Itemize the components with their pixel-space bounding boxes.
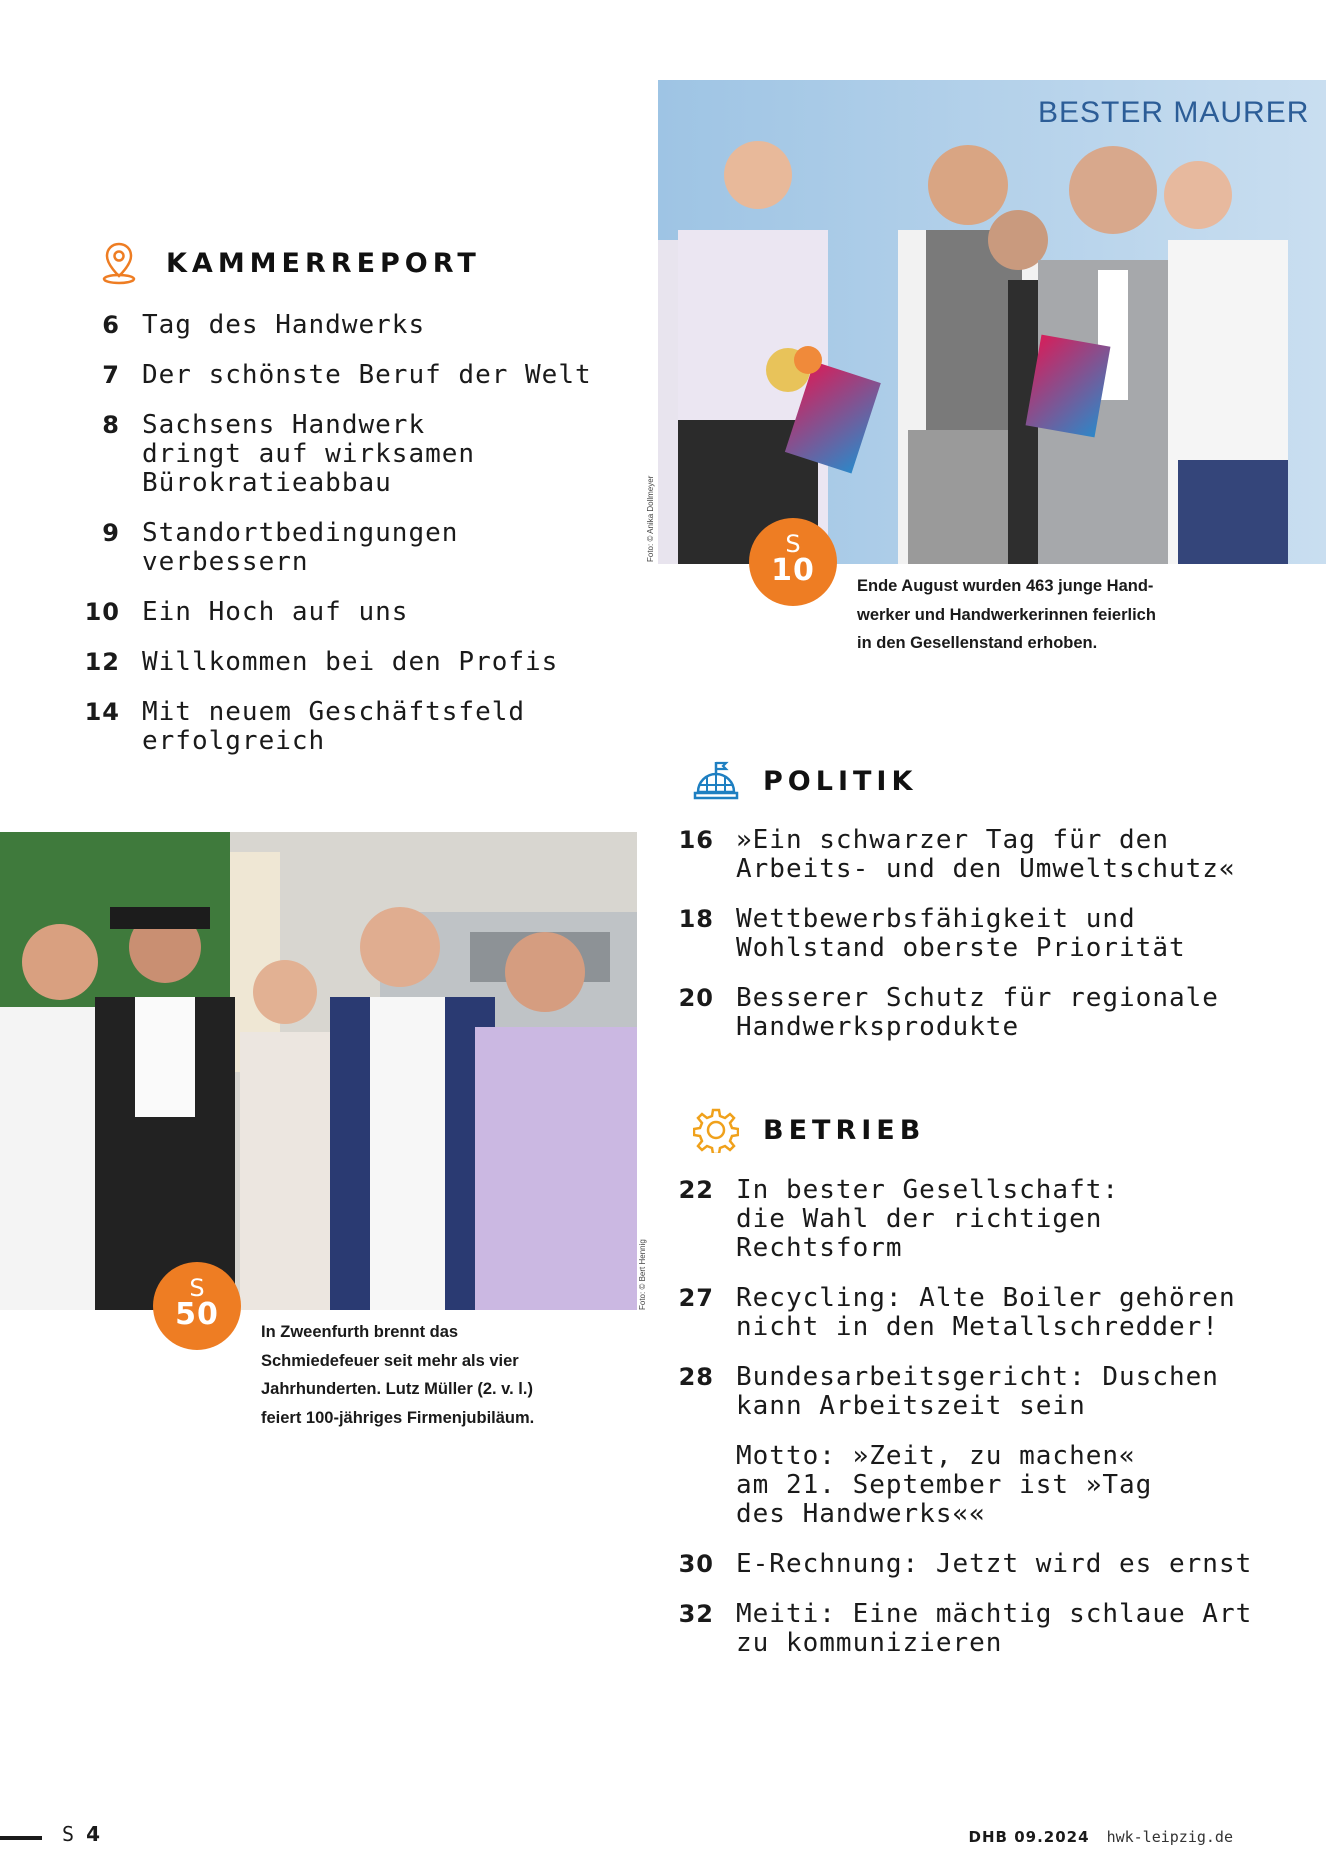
- toc-entry-title: In bester Gesellschaft: die Wahl der richtigen Rechtsform: [736, 1175, 1120, 1263]
- section-heading-politik: [693, 758, 917, 804]
- toc-entry-title: Wettbewerbsfähigkeit und Wohlstand oberste Priorität: [736, 904, 1186, 963]
- toc-entry-title: Willkommen bei den Profis: [142, 647, 559, 677]
- toc-entry-title: Standortbedingungen verbessern: [142, 518, 459, 577]
- toc-item[interactable]: [676, 1550, 1316, 1579]
- gear-icon: [693, 1107, 739, 1153]
- toc-item[interactable]: [676, 1442, 1316, 1529]
- section-title: POLITIK: [763, 765, 918, 797]
- toc-page-number: 16: [678, 826, 714, 854]
- toc-item[interactable]: [676, 1600, 1316, 1658]
- footer-rule: [0, 1836, 42, 1840]
- toc-list-betrieb: [676, 1176, 1316, 1679]
- toc-page-number: 28: [678, 1363, 714, 1391]
- badge-prefix: S: [189, 1274, 205, 1302]
- toc-item[interactable]: [82, 519, 642, 577]
- toc-entry-title: Tag des Handwerks: [142, 310, 426, 340]
- ceremony-photo: [658, 80, 1326, 564]
- toc-page-number: 22: [678, 1176, 714, 1204]
- section-title: BETRIEB: [763, 1114, 926, 1146]
- banner-sign: BESTER MAURER: [1038, 96, 1310, 129]
- footer-info: [969, 1828, 1233, 1846]
- toc-entry-title: Mit neuem Geschäftsfeld erfolgreich: [142, 697, 526, 756]
- photo-credit-top: Foto: © Anika Dollmeyer: [646, 475, 655, 562]
- toc-page-number: 10: [84, 598, 120, 626]
- toc-entry-title: Meiti: Eine mächtig schlaue Art zu kommunizieren: [736, 1599, 1253, 1658]
- toc-entry-title: Der schönste Beruf der Welt: [142, 360, 592, 390]
- toc-entry-title: Bundesarbeitsgericht: Duschen kann Arbeitszeit sein: [736, 1362, 1219, 1421]
- toc-entry-title: »Ein schwarzer Tag für den Arbeits- und den Umweltschutz«: [736, 825, 1236, 884]
- toc-item[interactable]: [82, 648, 642, 677]
- toc-page-number: 8: [102, 411, 120, 439]
- toc-item[interactable]: [676, 984, 1316, 1042]
- website-link[interactable]: hwk-leipzig.de: [1106, 1828, 1233, 1846]
- toc-item[interactable]: [82, 311, 642, 340]
- badge-number: 10: [771, 553, 815, 588]
- page-number: [62, 1822, 100, 1846]
- toc-item[interactable]: [676, 905, 1316, 963]
- section-title: KAMMERREPORT: [166, 247, 481, 279]
- location-pin-icon: [96, 240, 142, 286]
- toc-page-number: 9: [102, 519, 120, 547]
- section-heading-betrieb: [693, 1107, 925, 1153]
- toc-page-number: 20: [678, 984, 714, 1012]
- toc-entry-title: Sachsens Handwerk dringt auf wirksamen Bürokratieabbau: [142, 410, 476, 498]
- page-number-value: 4: [86, 1822, 101, 1846]
- toc-entry-title: E-Rechnung: Jetzt wird es ernst: [736, 1549, 1253, 1579]
- page-badge-bottom: [153, 1262, 241, 1350]
- dome-building-icon: [693, 758, 739, 804]
- toc-entry-title: Besserer Schutz für regionale Handwerksprodukte: [736, 983, 1219, 1042]
- toc-item[interactable]: [676, 1363, 1316, 1421]
- toc-item[interactable]: [82, 598, 642, 627]
- badge-prefix: S: [785, 530, 801, 558]
- anniversary-photo: [0, 832, 637, 1310]
- issue-label: DHB 09.2024: [968, 1828, 1090, 1846]
- toc-page-number: 27: [678, 1284, 714, 1312]
- toc-entry-title: Motto: »Zeit, zu machen« am 21. September ist »Tag des Handwerks««: [736, 1441, 1153, 1529]
- toc-item[interactable]: [82, 698, 642, 756]
- toc-page-number: 30: [678, 1550, 714, 1578]
- badge-number: 50: [175, 1297, 219, 1332]
- toc-entry-title: Recycling: Alte Boiler gehören nicht in den Metallschredder!: [736, 1283, 1236, 1342]
- toc-item[interactable]: [676, 826, 1316, 884]
- page-badge-top: [749, 518, 837, 606]
- photo-credit-bottom: Foto: © Bert Hennig: [638, 1239, 647, 1310]
- toc-item[interactable]: [82, 361, 642, 390]
- toc-item[interactable]: [82, 411, 642, 498]
- toc-entry-title: Ein Hoch auf uns: [142, 597, 409, 627]
- toc-item[interactable]: [676, 1284, 1316, 1342]
- toc-list-politik: [676, 826, 1316, 1063]
- toc-page-number: 32: [678, 1600, 714, 1628]
- toc-page-number: 7: [102, 361, 120, 389]
- toc-page-number: 18: [678, 905, 714, 933]
- photo-caption-bottom: In Zweenfurth brennt das Schmiedefeuer seit mehr als vier Jahrhunderten. Lutz Müller (2. v. l.) feiert 100-jähriges Firmenjubiläum.: [261, 1323, 535, 1427]
- toc-page-number: 6: [102, 311, 120, 339]
- page-prefix: S: [62, 1822, 75, 1846]
- toc-item[interactable]: [676, 1176, 1316, 1263]
- toc-page-number: 12: [84, 648, 120, 676]
- toc-page-number: 14: [84, 698, 120, 726]
- photo-caption-top: Ende August wurden 463 junge Hand- werker und Handwerkerinnen feierlich in den Gesellenstand erhoben.: [857, 577, 1156, 652]
- section-heading-kammerreport: [96, 240, 481, 286]
- toc-list-kammerreport: [82, 311, 642, 777]
